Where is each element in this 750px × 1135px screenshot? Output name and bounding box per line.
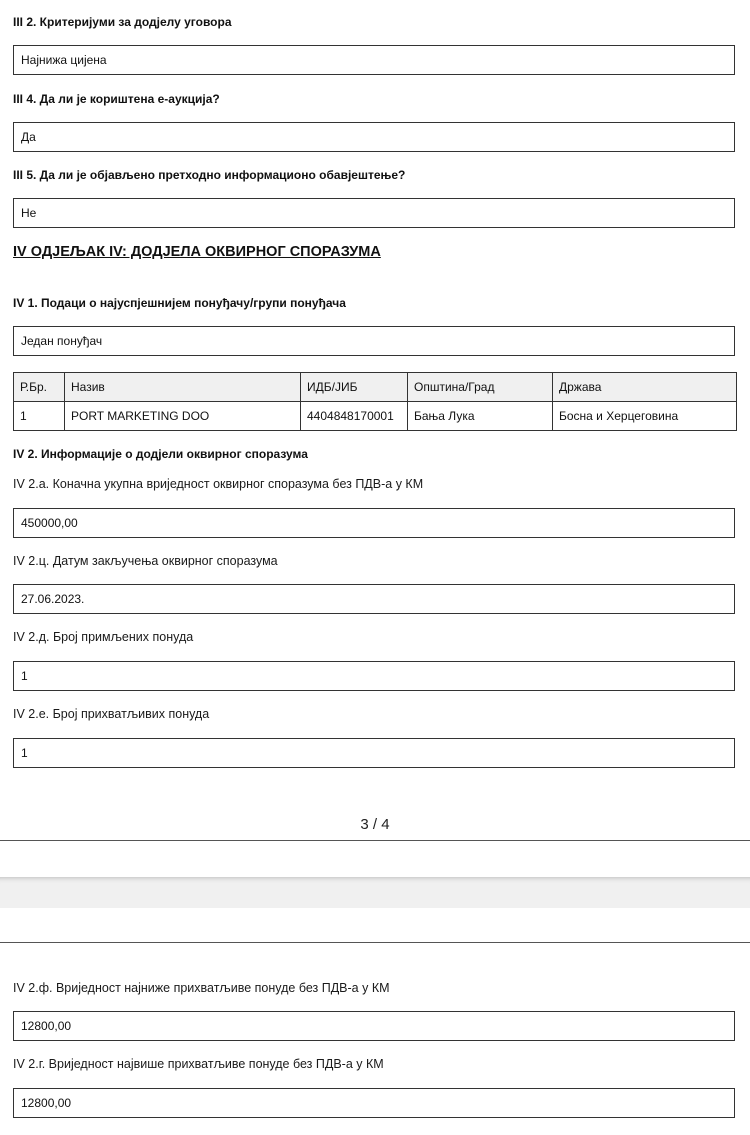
answer-iv2d-field: 1 [13, 661, 735, 691]
answer-iii5-field: Не [13, 198, 735, 228]
col-header-name: Назив [65, 373, 301, 402]
question-iv2a: IV 2.а. Коначна укупна вриједност оквирног споразума без ПДВ-а у КМ [13, 477, 424, 491]
page-bottom-border [0, 840, 750, 841]
answer-iii2-field: Најнижа цијена [13, 45, 735, 75]
cell-country: Босна и Херцеговина [553, 402, 737, 431]
table-row [14, 402, 737, 431]
col-header-municipality: Општина/Град [408, 373, 553, 402]
cell-no: 1 [14, 402, 65, 431]
question-iv2c: IV 2.ц. Датум закључења оквирног споразума [13, 554, 278, 568]
question-iv2e: IV 2.е. Број прихватљивих понуда [13, 707, 210, 721]
question-iv2g: IV 2.г. Вриједност највише прихватљиве понуде без ПДВ-а у КМ [13, 1057, 384, 1071]
answer-iii4-field: Да [13, 122, 735, 152]
cell-municipality: Бања Лука [408, 402, 553, 431]
cell-id: 4404848170001 [301, 402, 408, 431]
question-iv2f: IV 2.ф. Вриједност најниже прихватљиве понуде без ПДВ-а у КМ [13, 981, 390, 995]
page-gap [0, 877, 750, 908]
col-header-no: Р.Бр. [14, 373, 65, 402]
question-iv1: IV 1. Подаци о најуспјешнијем понуђачу/групи понуђача [13, 296, 346, 310]
page-top-border [0, 942, 750, 943]
answer-iv2c-field: 27.06.2023. [13, 584, 735, 614]
question-iv2: IV 2. Информације о додјели оквирног споразума [13, 447, 308, 461]
question-iii4: III 4. Да ли је кориштена е-аукција? [13, 92, 220, 106]
question-iii5: III 5. Да ли је објављено претходно информационо обавјештење? [13, 168, 406, 182]
answer-iv2f-field: 12800,00 [13, 1011, 735, 1041]
answer-iv2g-field: 12800,00 [13, 1088, 735, 1118]
question-iii2: III 2. Критеријуми за додјелу уговора [13, 15, 232, 29]
answer-iv1-field: Један понуђач [13, 326, 735, 356]
question-iv2d: IV 2.д. Број примљених понуда [13, 630, 194, 644]
cell-name: PORT MARKETING DOO [65, 402, 301, 431]
page-number: 3 / 4 [360, 816, 390, 833]
answer-iv2e-field: 1 [13, 738, 735, 768]
answer-iv2a-field: 450000,00 [13, 508, 735, 538]
table-header-row [14, 373, 737, 402]
col-header-country: Држава [553, 373, 737, 402]
section-iv-heading: IV ОДЈЕЉАК IV: ДОДЈЕЛА ОКВИРНОГ СПОРАЗУМА [13, 244, 381, 260]
bidders-table [13, 372, 737, 431]
col-header-id: ИДБ/ЈИБ [301, 373, 408, 402]
